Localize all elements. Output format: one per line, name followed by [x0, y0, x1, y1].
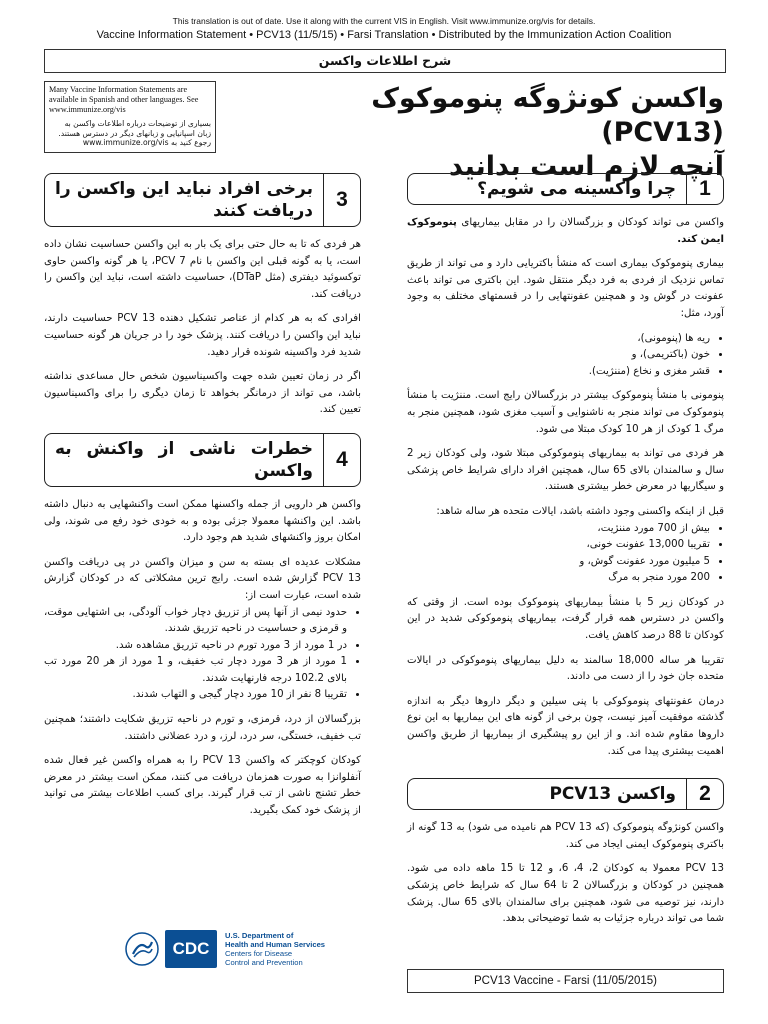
centers-line-2: Control and Prevention: [225, 958, 303, 967]
section-4-title: خطرات ناشی از واکنش به واکسن: [55, 438, 313, 481]
s1-paragraph-7: تقریبا هر ساله 18,000 سالمند به دلیل بیماریهای پنوموکوکی در ایالات متحده جان خود را از دست می دادند.: [407, 654, 724, 683]
document-type-bar: شرح اطلاعات واکسن: [44, 49, 726, 73]
list-item: • خون (باکتریمی)، و: [407, 347, 710, 364]
s1-p1-text: واکسن می تواند کودکان و بزرگسالان را در مقابل بیماریهای: [461, 217, 724, 228]
s4-paragraph-3: بزرگسالان از درد، قرمزی، و تورم در ناحیه تزریق شکایت داشتند؛ همچنین تب خفیف، خستگی، سر درد، لرز، و درد عضلانی داشتند.: [44, 714, 361, 742]
section-2-title: واکسن PCV13: [549, 784, 676, 805]
section-4-number: 4: [323, 434, 360, 486]
title-line-1: واکسن کونژوگه پنوموکوک (PCV13): [371, 83, 724, 148]
list-item: • 200 مورد منجر به مرگ: [407, 570, 710, 587]
s1-paragraph-4: هر فردی می تواند به بیماریهای پنوموکوکی مبتلا شود، ولی کودکان زیر 2 سال و سالمندان بالای 65 سال، همچنین افراد دارای شرایط خاص پزشکی و سیگاریها در معرض خطر بیشتری هستند.: [407, 448, 724, 493]
s3-paragraph-2: افرادی که به هر کدام از عناصر تشکیل دهنده PCV 13 حساسیت دارند، نباید این واکسن را دریافت کنند. پزشک خود را در جریان هر گونه حساسیت شدید فرد واکسینه شونده قرار دهید.: [44, 313, 361, 358]
section-3-number: 3: [323, 174, 360, 226]
dept-line-1: U.S. Department of: [225, 931, 294, 940]
list-item: • ریه ها (پنومونی)،: [407, 331, 710, 348]
dept-line-2: Health and Human Services: [225, 940, 326, 949]
section-1-header: [407, 173, 724, 205]
list-item: • 1 مورد از هر 3 مورد دچار تب خفیف، و 1 مورد از هر 20 مورد تب بالای 102.2 درجه فارنهایت شدند.: [44, 654, 347, 687]
s4-paragraph-1: واکسن هر دارویی از جمله واکسنها ممکن است واکنشهایی به دنبال داشته باشد. این واکنشها معمولا جزئی بوده و به خودی خود رفع می شوند، ولی امکان بروز واکنشهای شدید هم وجود دارد.: [44, 498, 361, 544]
list-item: • تقریبا 13,000 عفونت خونی،: [407, 537, 710, 554]
vis-subheader: Vaccine Information Statement • PCV13 (11/5/15) • Farsi Translation • Distributed by the Immunization Action Coalition: [96, 29, 672, 41]
agency-text: [225, 931, 325, 967]
info-box-english: Many Vaccine Information Statements are available in Spanish and other languages. See www.immunize.org/vis: [49, 85, 199, 114]
s2-paragraph-1: واکسن کونژوگه پنوموکوک (که PCV 13 هم نامیده می شود) به 13 گونه از باکتری پنوموکوک ایمنی ایجاد می کند.: [407, 822, 725, 850]
s3-paragraph-1: هر فردی که تا به حال حتی برای یک بار به این واکسن حساسیت نشان داده است، یا به گونه قبلی این واکسن با نام PCV 7، یا هر گونه واکسن حاوی توکسوئید دیفتری (مثل DTaP)، حساسیت داشته است، نباید این واکسن را دریافت کند.: [44, 239, 361, 300]
section-2-number: 2: [686, 779, 723, 809]
s1-p1-bold: پنوموکوک ایمن کند.: [407, 217, 724, 245]
s4-list: [44, 605, 361, 705]
section-2-header: [407, 778, 724, 810]
footer-label: PCV13 Vaccine - Farsi (11/05/2015): [407, 969, 724, 993]
right-column: [407, 173, 724, 936]
cdc-logo: CDC: [165, 930, 217, 968]
s1-paragraph-2: بیماری پنوموکوک بیماری است که منشأ باکتریایی دارد و می تواند از طریق تماس نزدیک از فردی به فرد دیگر منتقل شود. این باکتری می تواند باعث عفونت در گوش ود و همچنین عفونتهایی را در قسمتهای مختلف به وجود آورد، مثل:: [407, 258, 724, 319]
s1-paragraph-3: پنومونی با منشأ پنوموکوک بیشتر در بزرگسالان رایج است. مننژیت با منشأ پنوموکوک می تواند منجر به ناشنوایی و آسیب مغزی شود، همچنین منجر به مرگ 1 کودک از هر 10 کودک مبتلا می شود.: [407, 390, 724, 435]
section-3-header: [44, 173, 361, 227]
s4-paragraph-4: کودکان کوچکتر که واکسن PCV 13 را به همراه واکسن غیر فعال شده آنفلوانزا به صورت همزمان دریافت می کنند، ممکن است بیشتر در معرض خطر تشنج ناشی از تب قرار گیرند. برای کسب اطلاعات بیشتر می توانید از پزشک خود کمک بگیرید.: [44, 755, 361, 817]
section-1-title: چرا واکسینه می شویم؟: [477, 179, 676, 199]
list-item: • بیش از 700 مورد مننژیت،: [407, 521, 710, 538]
s4-paragraph-2: مشکلات عدیده ای بسته به سن و میزان واکسن در پی دریافت واکسن PCV 13 گزارش شده است. رایج ترین مشکلاتی که در کودکان گزارش شده است، عبارت است از:: [44, 556, 361, 601]
s2-paragraph-2: PCV 13 معمولا به کودکان 2، 4، 6، و 12 تا 15 ماهه داده می شود. همچنین در کودکان و بزرگسالان 2 تا 64 سال که شرایط خاص پزشکی دارند، نیز توصیه می شود، همچنین برای سالمندان بالای 65 سال. پزشک شما می تواند درباره جزئیات به شما توضیحاتی بدهد.: [407, 863, 725, 925]
list-item: • در 1 مورد از 3 مورد تورم در ناحیه تزریق مشاهده شد.: [44, 638, 347, 655]
centers-line-1: Centers for Disease: [225, 949, 293, 958]
languages-info-box: [44, 81, 216, 153]
out-of-date-note: This translation is out of date. Use it along with the current VIS in English. Visit www.immunize.org/vis for details.: [172, 16, 596, 26]
info-box-farsi: بسیاری از توضیحات درباره اطلاعات واکسن به زبان اسپانیایی و زبانهای دیگر در دسترس هستند. رجوع کنید به www.immunize.org/vis: [58, 119, 211, 148]
left-column: [44, 173, 361, 828]
s1-list-2: [407, 521, 724, 587]
s1-paragraph-6: در کودکان زیر 5 با منشأ بیماریهای پنوموکوک بوده است. از وقتی که واکسن در دسترس همه قرار گرفت، بیماریهای پنوموکوکی شدید در این کودکان تا 88 درصد کاهش یافت.: [407, 596, 724, 642]
section-1-number: 1: [686, 174, 723, 204]
s1-paragraph-1: [407, 215, 724, 248]
list-item: • 5 میلیون مورد عفونت گوش، و: [407, 554, 710, 571]
list-item: • قشر مغزی و نخاع (مننژیت).: [407, 364, 710, 381]
s1-paragraph-8: درمان عفونتهای پنوموکوکی با پنی سیلین و دیگر داروها دیگر به اندازه گذشته موفقیت آمیز نیست، چون برخی از گونه های این بیماریها به این نوع داروها مقاوم شده اند. و از این رو پیشگیری از بیماریها از طریق واکسن اهمیت بیشتری پیدا می کند.: [407, 695, 724, 757]
document-title: [254, 82, 724, 184]
section-4-header: [44, 433, 361, 487]
hhs-seal-icon: [125, 932, 159, 966]
agency-logos: [125, 930, 325, 968]
list-item: • حدود نیمی از آنها پس از تزریق دچار خواب آلودگی، بی اشتهایی موقت، و قرمزی و حساسیت در ناحیه تزریق شدند.: [44, 605, 347, 638]
section-3-title: برخی افراد نباید این واکسن را دریافت کنند: [55, 179, 313, 221]
s1-list-1: [407, 331, 724, 381]
list-item: • تقریبا 8 نفر از 10 مورد دچار گیجی و التهاب شدند.: [44, 687, 347, 704]
s3-paragraph-3: اگر در زمان تعیین شده جهت واکسیناسیون شخص حال مساعدی نداشته باشد، می تواند از درمانگر بخواهد تا زمان دیگری را برای واکسیناسیون تعیین کند.: [44, 371, 361, 416]
title-line-2: آنچه لازم است بدانید: [449, 151, 724, 182]
s1-paragraph-5: قبل از اینکه واکسنی وجود داشته باشد، ایالات متحده هر ساله شاهد:: [436, 505, 724, 517]
